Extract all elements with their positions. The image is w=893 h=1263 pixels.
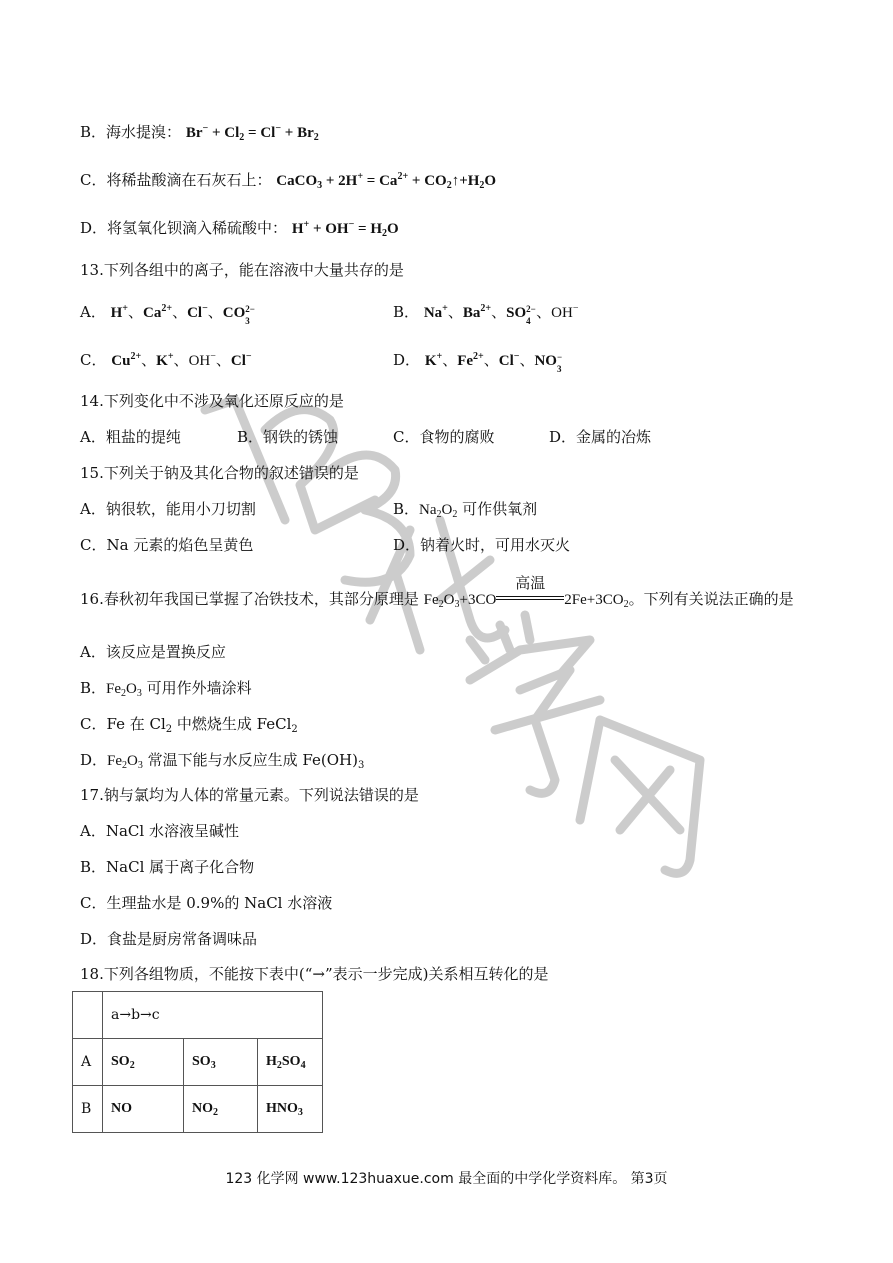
- table-cell: $NO_2$: [184, 1086, 258, 1133]
- q16-option-c: C．Fe 在 $Cl_2$ 中燃烧生成 FeCl$_2$: [80, 715, 298, 735]
- q16-option-a: A．该反应是置换反应: [80, 643, 226, 661]
- table-header: a→b→c: [103, 992, 323, 1039]
- q16-option-b: B．$Fe_2O_3$ 可用作外墙涂料: [80, 679, 252, 699]
- q12-b-equation: $Br^- + Cl_2 = Cl^- + Br_2$: [185, 123, 319, 143]
- row-label: A: [73, 1039, 103, 1086]
- q14-option-a: A．粗盐的提纯: [80, 428, 181, 446]
- q17-option-c: C．生理盐水是 0.9%的 NaCl 水溶液: [80, 894, 333, 912]
- q18-table: [72, 991, 323, 1133]
- table-row: [73, 992, 323, 1039]
- q12-d-equation: $H^+ + OH^- = H_2O$: [291, 219, 399, 239]
- q14-stem: 14.下列变化中不涉及氧化还原反应的是: [80, 392, 344, 410]
- row-label: B: [73, 1086, 103, 1133]
- q12-option-d: D．将氢氧化钡滴入稀硫酸中： $H^+ + OH^- = H_2O$: [80, 219, 399, 239]
- q18-stem: 18.下列各组物质，不能按下表中(“→”表示一步完成)关系相互转化的是: [80, 965, 549, 983]
- table-cell: $SO_3$: [184, 1039, 258, 1086]
- q15-option-a: A．钠很软，能用小刀切割: [80, 500, 256, 518]
- q15-stem: 15.下列关于钠及其化合物的叙述错误的是: [80, 464, 359, 482]
- q15-option-d: D．钠着火时，可用水灭火: [393, 536, 571, 554]
- table-cell: $H_2SO_4$: [258, 1039, 323, 1086]
- q16-option-d: D．$Fe_2O_3$ 常温下能与水反应生成 $Fe(OH)_3$: [80, 751, 365, 771]
- q16-stem: 16.春秋初年我国已掌握了冶铁技术，其部分原理是 $Fe_2O_3+3CO$ 高温 $2Fe+3CO_2$。下列有关说法正确的是: [80, 574, 794, 610]
- q14-option-b: B．钢铁的锈蚀: [237, 428, 339, 446]
- page-footer: 123 化学网 www.123huaxue.com 最全面的中学化学资料库。 第3页: [225, 1171, 668, 1187]
- q13-option-a: A． H+、$Ca^{2+}$、Cl−、CO 2− 3: [80, 303, 255, 326]
- table-row: [73, 1039, 323, 1086]
- reaction-condition: 高温: [496, 589, 564, 609]
- table-row: [73, 1086, 323, 1133]
- q12-option-b: B．海水提溴： $Br^- + Cl_2 = Cl^- + Br_2$: [80, 123, 319, 143]
- q15-option-b: B．$Na_2O_2$ 可作供氧剂: [393, 500, 538, 520]
- q12-c-equation: CaCO$_3$ + $2H^+ = Ca^{2+}$ + $CO_2↑+H_2O$: [276, 171, 497, 191]
- q17-option-b: B．NaCl 属于离子化合物: [80, 858, 255, 876]
- q14-option-d: D．金属的冶炼: [549, 428, 652, 446]
- q12-option-c: C．将稀盐酸滴在石灰石上： CaCO$_3$ + $2H^+ = Ca^{2+}$ + $CO_2↑+H_2O$: [80, 171, 497, 191]
- q15-option-c: C．Na 元素的焰色呈黄色: [80, 536, 254, 554]
- q14-option-c: C．食物的腐败: [393, 428, 495, 446]
- q13-stem: 13.下列各组中的离子，能在溶液中大量共存的是: [80, 261, 404, 279]
- table-cell: $HNO_3$: [258, 1086, 323, 1133]
- q17-option-d: D．食盐是厨房常备调味品: [80, 930, 258, 948]
- q17-stem: 17.钠与氯均为人体的常量元素。下列说法错误的是: [80, 786, 419, 804]
- q13-option-d: D． K+、$Fe^{2+}$、Cl−、NO − 3: [393, 351, 563, 374]
- table-cell: NO: [103, 1086, 184, 1133]
- table-cell: $SO_2$: [103, 1039, 184, 1086]
- q17-option-a: A．NaCl 水溶液呈碱性: [80, 822, 239, 840]
- q13-option-c: C． $Cu^{2+}$、K+、OH−、Cl−: [80, 351, 252, 369]
- q13-option-b: B． Na+、$Ba^{2+}$、SO 2− 4 、OH−: [393, 303, 579, 326]
